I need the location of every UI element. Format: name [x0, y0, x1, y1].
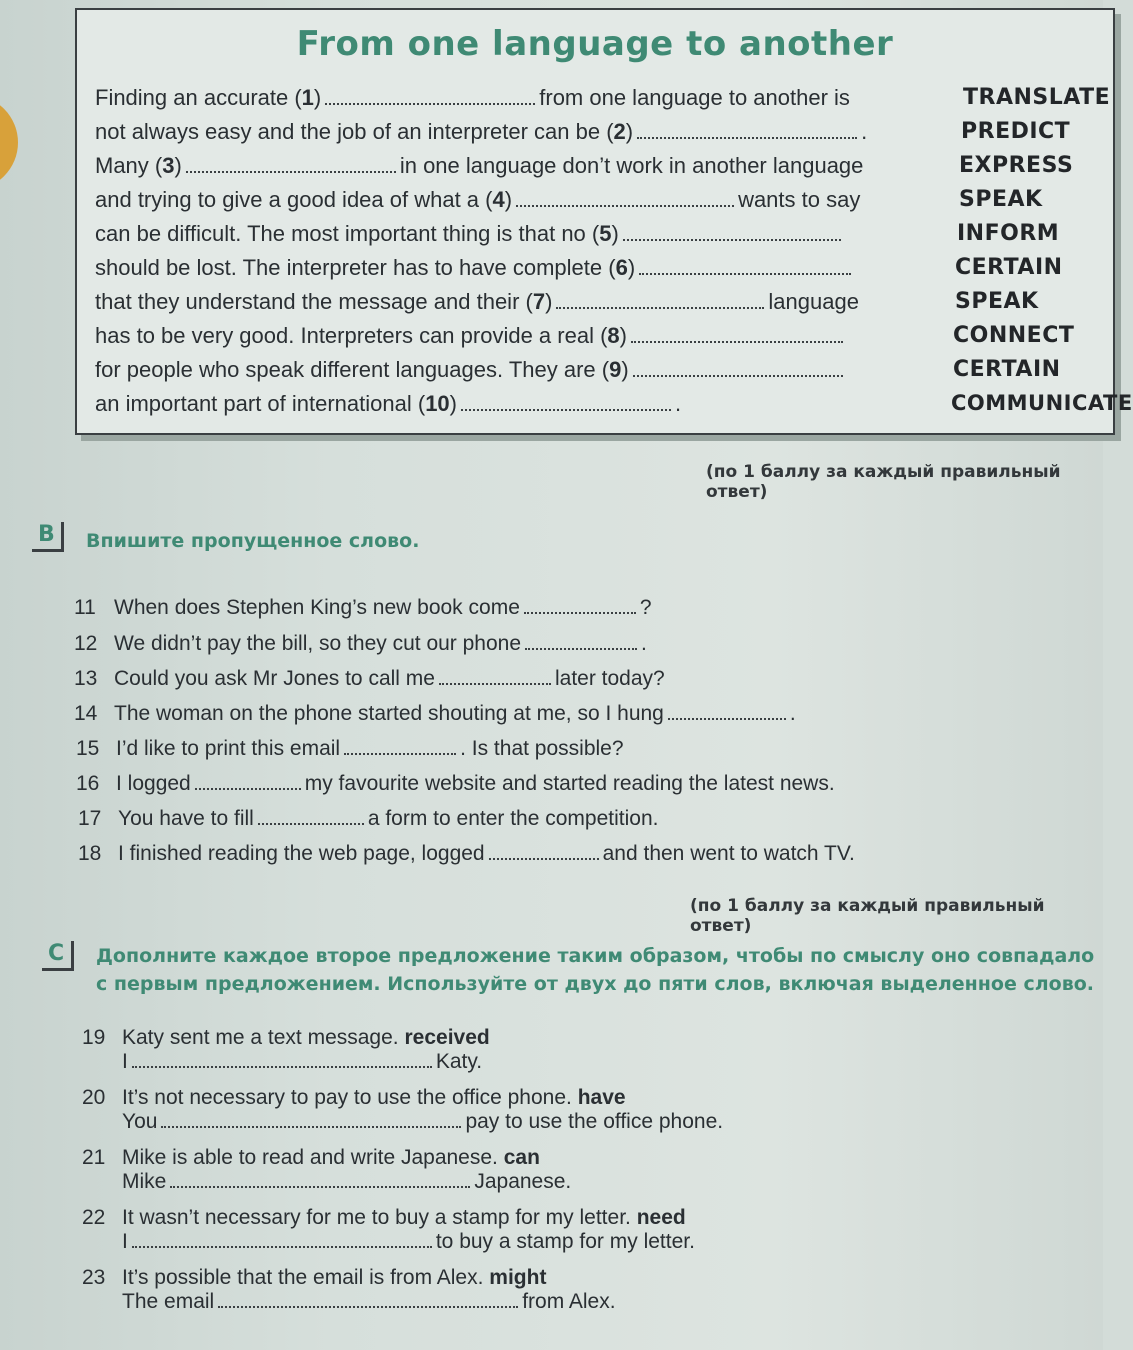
section-c-label: C: [42, 941, 74, 971]
answer-line-22: I to buy a stamp for my letter.: [122, 1230, 695, 1253]
answer-gap-20[interactable]: [161, 1112, 461, 1128]
keyword-9: CERTAIN: [953, 357, 1061, 382]
question-20: 20 It’s not necessary to pay to use the office phone. have: [82, 1086, 626, 1109]
answer-gap-16[interactable]: [195, 774, 301, 790]
answer-gap-15[interactable]: [344, 739, 456, 755]
answer-line-19: I Katy.: [122, 1050, 483, 1073]
question-17: 17 You have to fill a form to enter the competition.: [78, 807, 659, 830]
keyword-6: CERTAIN: [955, 255, 1063, 280]
keyword-8: CONNECT: [953, 323, 1075, 348]
section-c-instruction-line1: Дополните каждое второе предложение таким образом, чтобы по смыслу оно совпадало: [96, 945, 1095, 967]
answer-line-23: The email from Alex.: [122, 1290, 616, 1313]
question-18: 18 I finished reading the web page, logged and then went to watch TV.: [78, 842, 855, 865]
answer-line-20: You pay to use the office phone.: [122, 1110, 724, 1133]
answer-gap-11[interactable]: [524, 598, 636, 614]
answer-gap-17[interactable]: [258, 809, 364, 825]
question-23: 23 It’s possible that the email is from Alex. might: [82, 1266, 547, 1289]
answer-gap-5[interactable]: [623, 221, 841, 241]
answer-gap-14[interactable]: [668, 704, 786, 720]
question-14: 14 The woman on the phone started shouting at me, so I hung .: [74, 702, 796, 725]
word-formation-box: [75, 8, 1133, 435]
section-c-instruction-line2: с первым предложением. Используйте от двух до пяти слов, включая выделенное слово.: [96, 973, 1095, 995]
keyword-4: SPEAK: [959, 187, 1043, 212]
answer-gap-19[interactable]: [132, 1052, 432, 1068]
answer-gap-2[interactable]: [637, 119, 857, 139]
question-19: 19 Katy sent me a text message. received: [82, 1026, 490, 1049]
question-12: 12 We didn’t pay the bill, so they cut our phone .: [74, 632, 647, 655]
text-line-2: not always easy and the job of an interpreter can be (2) .: [95, 119, 868, 144]
answer-line-21: Mike Japanese.: [122, 1170, 572, 1193]
answer-gap-9[interactable]: [633, 357, 843, 377]
question-13: 13 Could you ask Mr Jones to call me later today?: [74, 667, 665, 690]
points-note-a: (по 1 баллу за каждый правильный ответ): [706, 462, 1061, 502]
question-21: 21 Mike is able to read and write Japanese. can: [82, 1146, 540, 1169]
keyword-3: EXPRESS: [959, 153, 1074, 178]
question-16: 16 I logged my favourite website and started reading the latest news.: [76, 772, 835, 795]
keyword-10: COMMUNICATE: [951, 391, 1133, 415]
text-line-3: Many (3) in one language don’t work in another language: [95, 153, 864, 178]
points-note-b: (по 1 баллу за каждый правильный ответ): [690, 896, 1045, 936]
keyword-1: TRANSLATE: [963, 85, 1111, 110]
answer-gap-18[interactable]: [489, 844, 599, 860]
question-15: 15 I’d like to print this email . Is that possible?: [76, 737, 624, 760]
answer-gap-10[interactable]: [461, 391, 671, 411]
text-line-1: Finding an accurate (1) from one language to another is: [95, 85, 850, 110]
text-line-4: and trying to give a good idea of what a (4) wants to say: [95, 187, 861, 212]
text-line-9: for people who speak different languages. They are (9): [95, 357, 847, 391]
answer-gap-7[interactable]: [556, 289, 764, 309]
section-b-label: B: [32, 522, 64, 552]
answer-gap-21[interactable]: [170, 1172, 470, 1188]
question-22: 22 It wasn’t necessary for me to buy a stamp for my letter. need: [82, 1206, 686, 1229]
answer-gap-12[interactable]: [525, 634, 637, 650]
keyword-2: PREDICT: [961, 119, 1071, 144]
answer-gap-3[interactable]: [186, 153, 396, 173]
answer-gap-23[interactable]: [218, 1292, 518, 1308]
answer-gap-4[interactable]: [516, 187, 734, 207]
answer-gap-13[interactable]: [439, 669, 551, 685]
text-line-5: can be difficult. The most important thing is that no (5): [95, 221, 845, 255]
text-line-8: has to be very good. Interpreters can provide a real (8): [95, 323, 847, 357]
text-line-10: an important part of international (10) .: [95, 391, 682, 416]
section-b-instruction: Впишите пропущенное слово.: [86, 530, 420, 552]
answer-gap-1[interactable]: [325, 85, 535, 105]
question-11: 11 When does Stephen King’s new book come ?: [74, 596, 652, 619]
keyword-7: SPEAK: [955, 289, 1039, 314]
text-line-6: should be lost. The interpreter has to have complete (6): [95, 255, 855, 289]
keyword-5: INFORM: [957, 221, 1060, 246]
answer-gap-6[interactable]: [639, 255, 851, 275]
text-line-7: that they understand the message and their (7) language: [95, 289, 859, 314]
box-title: From one language to another: [296, 24, 894, 64]
answer-gap-8[interactable]: [631, 323, 843, 343]
answer-gap-22[interactable]: [132, 1232, 432, 1248]
